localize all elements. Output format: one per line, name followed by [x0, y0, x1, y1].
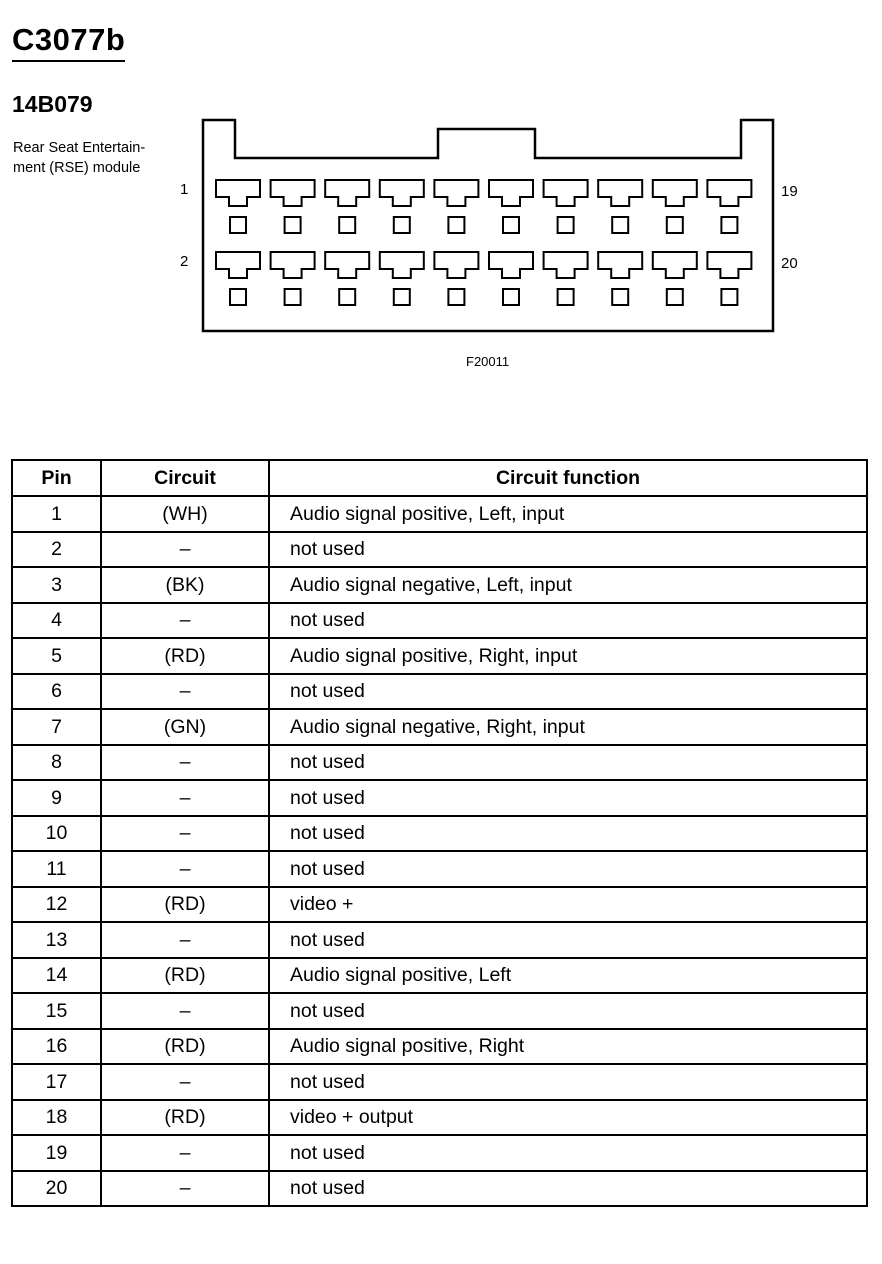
cell-circuit: (RD)	[101, 638, 269, 674]
cell-circuit: –	[101, 1064, 269, 1100]
table-row	[12, 887, 867, 923]
cell-pin: 6	[12, 674, 101, 710]
cavity-terminal	[339, 289, 355, 305]
cell-pin: 19	[12, 1135, 101, 1171]
cavity-terminal	[230, 289, 246, 305]
cell-pin: 10	[12, 816, 101, 852]
cavity-latch	[434, 252, 478, 278]
cavity-latch	[707, 252, 751, 278]
cavity-latch	[489, 180, 533, 206]
cell-circuit-function: Audio signal negative, Right, input	[269, 709, 867, 745]
cell-circuit-function: not used	[269, 816, 867, 852]
cavity-latch	[489, 252, 533, 278]
cell-circuit-function: Audio signal negative, Left, input	[269, 567, 867, 603]
cell-circuit-function: video + output	[269, 1100, 867, 1136]
cell-pin: 13	[12, 922, 101, 958]
cavity-terminal	[394, 289, 410, 305]
cell-circuit: –	[101, 993, 269, 1029]
cell-circuit: –	[101, 674, 269, 710]
cell-circuit: (WH)	[101, 496, 269, 532]
table-header-row	[12, 460, 867, 496]
cavity-terminal	[558, 289, 574, 305]
cavity-latch	[707, 180, 751, 206]
cell-circuit-function: Audio signal positive, Right, input	[269, 638, 867, 674]
pin-label-bottom-left: 2	[180, 253, 189, 270]
header-pin: Pin	[12, 460, 101, 496]
cell-pin: 20	[12, 1171, 101, 1207]
cell-circuit: –	[101, 780, 269, 816]
table-row	[12, 496, 867, 532]
table-row	[12, 1171, 867, 1207]
table-row	[12, 816, 867, 852]
cavity-terminal	[503, 217, 519, 233]
cell-circuit-function: not used	[269, 851, 867, 887]
cavity-latch	[271, 252, 315, 278]
cell-circuit-function: not used	[269, 745, 867, 781]
table-row	[12, 603, 867, 639]
cavity-terminal	[230, 217, 246, 233]
cavity-latch	[325, 252, 369, 278]
figure-id: F20011	[466, 354, 510, 369]
cavity-latch	[434, 180, 478, 206]
cavity-latch	[544, 180, 588, 206]
table-row	[12, 1100, 867, 1136]
cell-circuit: –	[101, 816, 269, 852]
cavity-terminal	[448, 289, 464, 305]
cell-circuit-function: not used	[269, 603, 867, 639]
cell-circuit: (BK)	[101, 567, 269, 603]
cavity-latch	[653, 180, 697, 206]
table-row	[12, 1135, 867, 1171]
cavity-terminal	[339, 217, 355, 233]
cell-circuit-function: not used	[269, 1064, 867, 1100]
cell-circuit-function: video +	[269, 887, 867, 923]
cavity-latch	[216, 180, 260, 206]
cell-pin: 17	[12, 1064, 101, 1100]
cell-circuit: –	[101, 745, 269, 781]
part-number: 14B079	[12, 91, 93, 117]
table-row	[12, 638, 867, 674]
cell-circuit: –	[101, 1171, 269, 1207]
table-row	[12, 674, 867, 710]
table-row	[12, 922, 867, 958]
cell-pin: 11	[12, 851, 101, 887]
pin-label-top-left: 1	[180, 181, 189, 198]
cell-pin: 2	[12, 532, 101, 568]
cavity-terminal	[667, 289, 683, 305]
cell-circuit-function: not used	[269, 780, 867, 816]
pin-label-bottom-right: 20	[781, 255, 798, 272]
cell-circuit-function: Audio signal positive, Left	[269, 958, 867, 994]
cavity-latch	[598, 180, 642, 206]
table-row	[12, 532, 867, 568]
connector-housing-outline	[203, 120, 773, 331]
cell-circuit-function: not used	[269, 922, 867, 958]
cavity-terminal	[394, 217, 410, 233]
table-row	[12, 851, 867, 887]
cell-circuit: –	[101, 603, 269, 639]
cavity-terminal	[612, 217, 628, 233]
table-row	[12, 993, 867, 1029]
table-row	[12, 780, 867, 816]
pinout-table-body	[12, 496, 867, 1206]
cell-pin: 16	[12, 1029, 101, 1065]
table-row	[12, 1029, 867, 1065]
table-row	[12, 745, 867, 781]
cavity-latch	[216, 252, 260, 278]
cell-circuit: (RD)	[101, 958, 269, 994]
cell-circuit: –	[101, 532, 269, 568]
cell-circuit-function: not used	[269, 1171, 867, 1207]
cell-circuit-function: Audio signal positive, Right	[269, 1029, 867, 1065]
cavity-terminal	[558, 217, 574, 233]
cavity-latch	[325, 180, 369, 206]
table-row	[12, 1064, 867, 1100]
cell-circuit: –	[101, 851, 269, 887]
pinout-table	[11, 459, 868, 1207]
cavity-latch	[380, 252, 424, 278]
table-row	[12, 709, 867, 745]
cavity-latch	[653, 252, 697, 278]
header-circuit-function: Circuit function	[269, 460, 867, 496]
cell-circuit-function: not used	[269, 674, 867, 710]
cavity-terminal	[285, 217, 301, 233]
cell-circuit: (GN)	[101, 709, 269, 745]
cavity-terminal	[721, 289, 737, 305]
cell-circuit-function: not used	[269, 993, 867, 1029]
cell-circuit-function: not used	[269, 1135, 867, 1171]
cell-pin: 8	[12, 745, 101, 781]
cell-circuit-function: Audio signal positive, Left, input	[269, 496, 867, 532]
cavity-terminal	[285, 289, 301, 305]
cell-pin: 5	[12, 638, 101, 674]
cavity-terminal	[448, 217, 464, 233]
cell-circuit: –	[101, 922, 269, 958]
cell-pin: 1	[12, 496, 101, 532]
cell-pin: 9	[12, 780, 101, 816]
cavity-latch	[271, 180, 315, 206]
connector-diagram	[0, 0, 882, 400]
header-circuit: Circuit	[101, 460, 269, 496]
cell-pin: 3	[12, 567, 101, 603]
cavity-latch	[544, 252, 588, 278]
cell-circuit: (RD)	[101, 1100, 269, 1136]
cell-pin: 7	[12, 709, 101, 745]
module-name: Rear Seat Entertain- ment (RSE) module	[13, 140, 146, 176]
cavity-terminal	[612, 289, 628, 305]
cavity-terminal	[721, 217, 737, 233]
cavity-latch	[598, 252, 642, 278]
cell-circuit: –	[101, 1135, 269, 1171]
cell-pin: 4	[12, 603, 101, 639]
cell-circuit-function: not used	[269, 532, 867, 568]
cavity-terminal	[503, 289, 519, 305]
cell-pin: 18	[12, 1100, 101, 1136]
cell-circuit: (RD)	[101, 1029, 269, 1065]
table-row	[12, 958, 867, 994]
cell-pin: 14	[12, 958, 101, 994]
cell-pin: 12	[12, 887, 101, 923]
cell-circuit: (RD)	[101, 887, 269, 923]
table-row	[12, 567, 867, 603]
cavity-latch	[380, 180, 424, 206]
cavity-group	[216, 180, 751, 305]
cell-pin: 15	[12, 993, 101, 1029]
cavity-terminal	[667, 217, 683, 233]
connector-id: C3077b	[12, 22, 125, 62]
pin-label-top-right: 19	[781, 183, 798, 200]
